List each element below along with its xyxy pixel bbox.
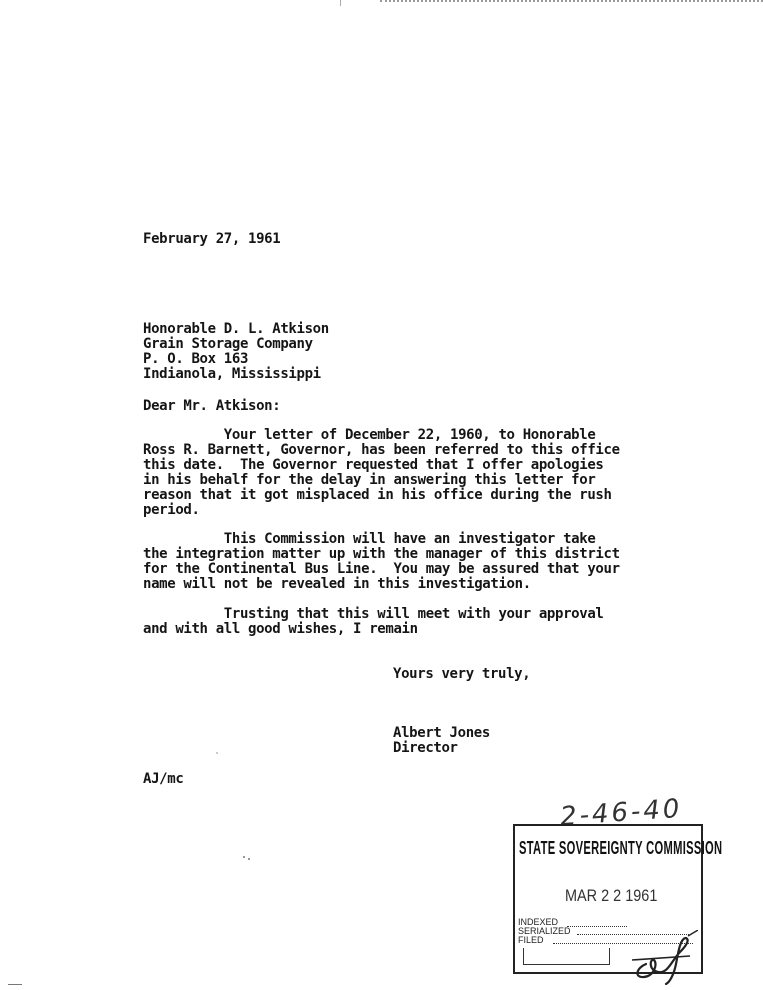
salutation: Dear Mr. Atkison:	[143, 398, 281, 414]
paragraph-line: period.	[143, 502, 200, 518]
paragraph-line: Ross R. Barnett, Governor, has been referred to this office	[143, 442, 620, 458]
address-line: Grain Storage Company	[143, 336, 313, 352]
address-line: Honorable D. L. Atkison	[143, 321, 329, 337]
signer-name: Albert Jones	[393, 725, 490, 741]
address-line: P. O. Box 163	[143, 351, 249, 367]
paragraph-line: Trusting that this will meet with your approval	[143, 606, 604, 622]
paragraph-line: This Commission will have an investigator take	[143, 531, 596, 547]
paragraph-line: in his behalf for the delay in answering this letter for	[143, 472, 596, 488]
typist-initials: AJ/mc	[143, 771, 184, 787]
paragraph-line: Your letter of December 22, 1960, to Honorable	[143, 427, 596, 443]
stamp-date: MAR 2 2 1961	[565, 886, 658, 905]
paragraph-line: this date. The Governor requested that I offer apologies	[143, 457, 604, 473]
stamp-indexed-line	[567, 926, 627, 927]
ink-speck	[243, 856, 245, 858]
stamp-serialized-label: SERIALIZED	[518, 926, 571, 936]
ink-speck	[216, 752, 218, 754]
closing: Yours very truly,	[393, 666, 531, 682]
stamp-indexed-label: INDEXED	[518, 917, 559, 927]
letter-date: February 27, 1961	[143, 231, 281, 247]
page-margin-mark	[8, 984, 22, 985]
paragraph-line: the integration matter up with the manager of this district	[143, 546, 620, 562]
paragraph-line: name will not be revealed in this investigation.	[143, 576, 531, 592]
stamp-title: STATE SOVEREIGNTY COMMISSION	[519, 838, 723, 858]
handwritten-file-number: 2-46-40	[559, 793, 684, 833]
address-line: Indianola, Mississippi	[143, 366, 321, 382]
handwritten-initials-mark	[628, 930, 698, 985]
stamp-initial-box	[523, 948, 610, 965]
signer-title: Director	[393, 740, 458, 756]
paragraph-line: for the Continental Bus Line. You may be assured that your	[143, 561, 620, 577]
paragraph-line: and with all good wishes, I remain	[143, 621, 418, 637]
paragraph-line: reason that it got misplaced in his office during the rush	[143, 487, 612, 503]
ink-speck	[248, 858, 250, 860]
stamp-filed-label: FILED	[518, 935, 544, 945]
